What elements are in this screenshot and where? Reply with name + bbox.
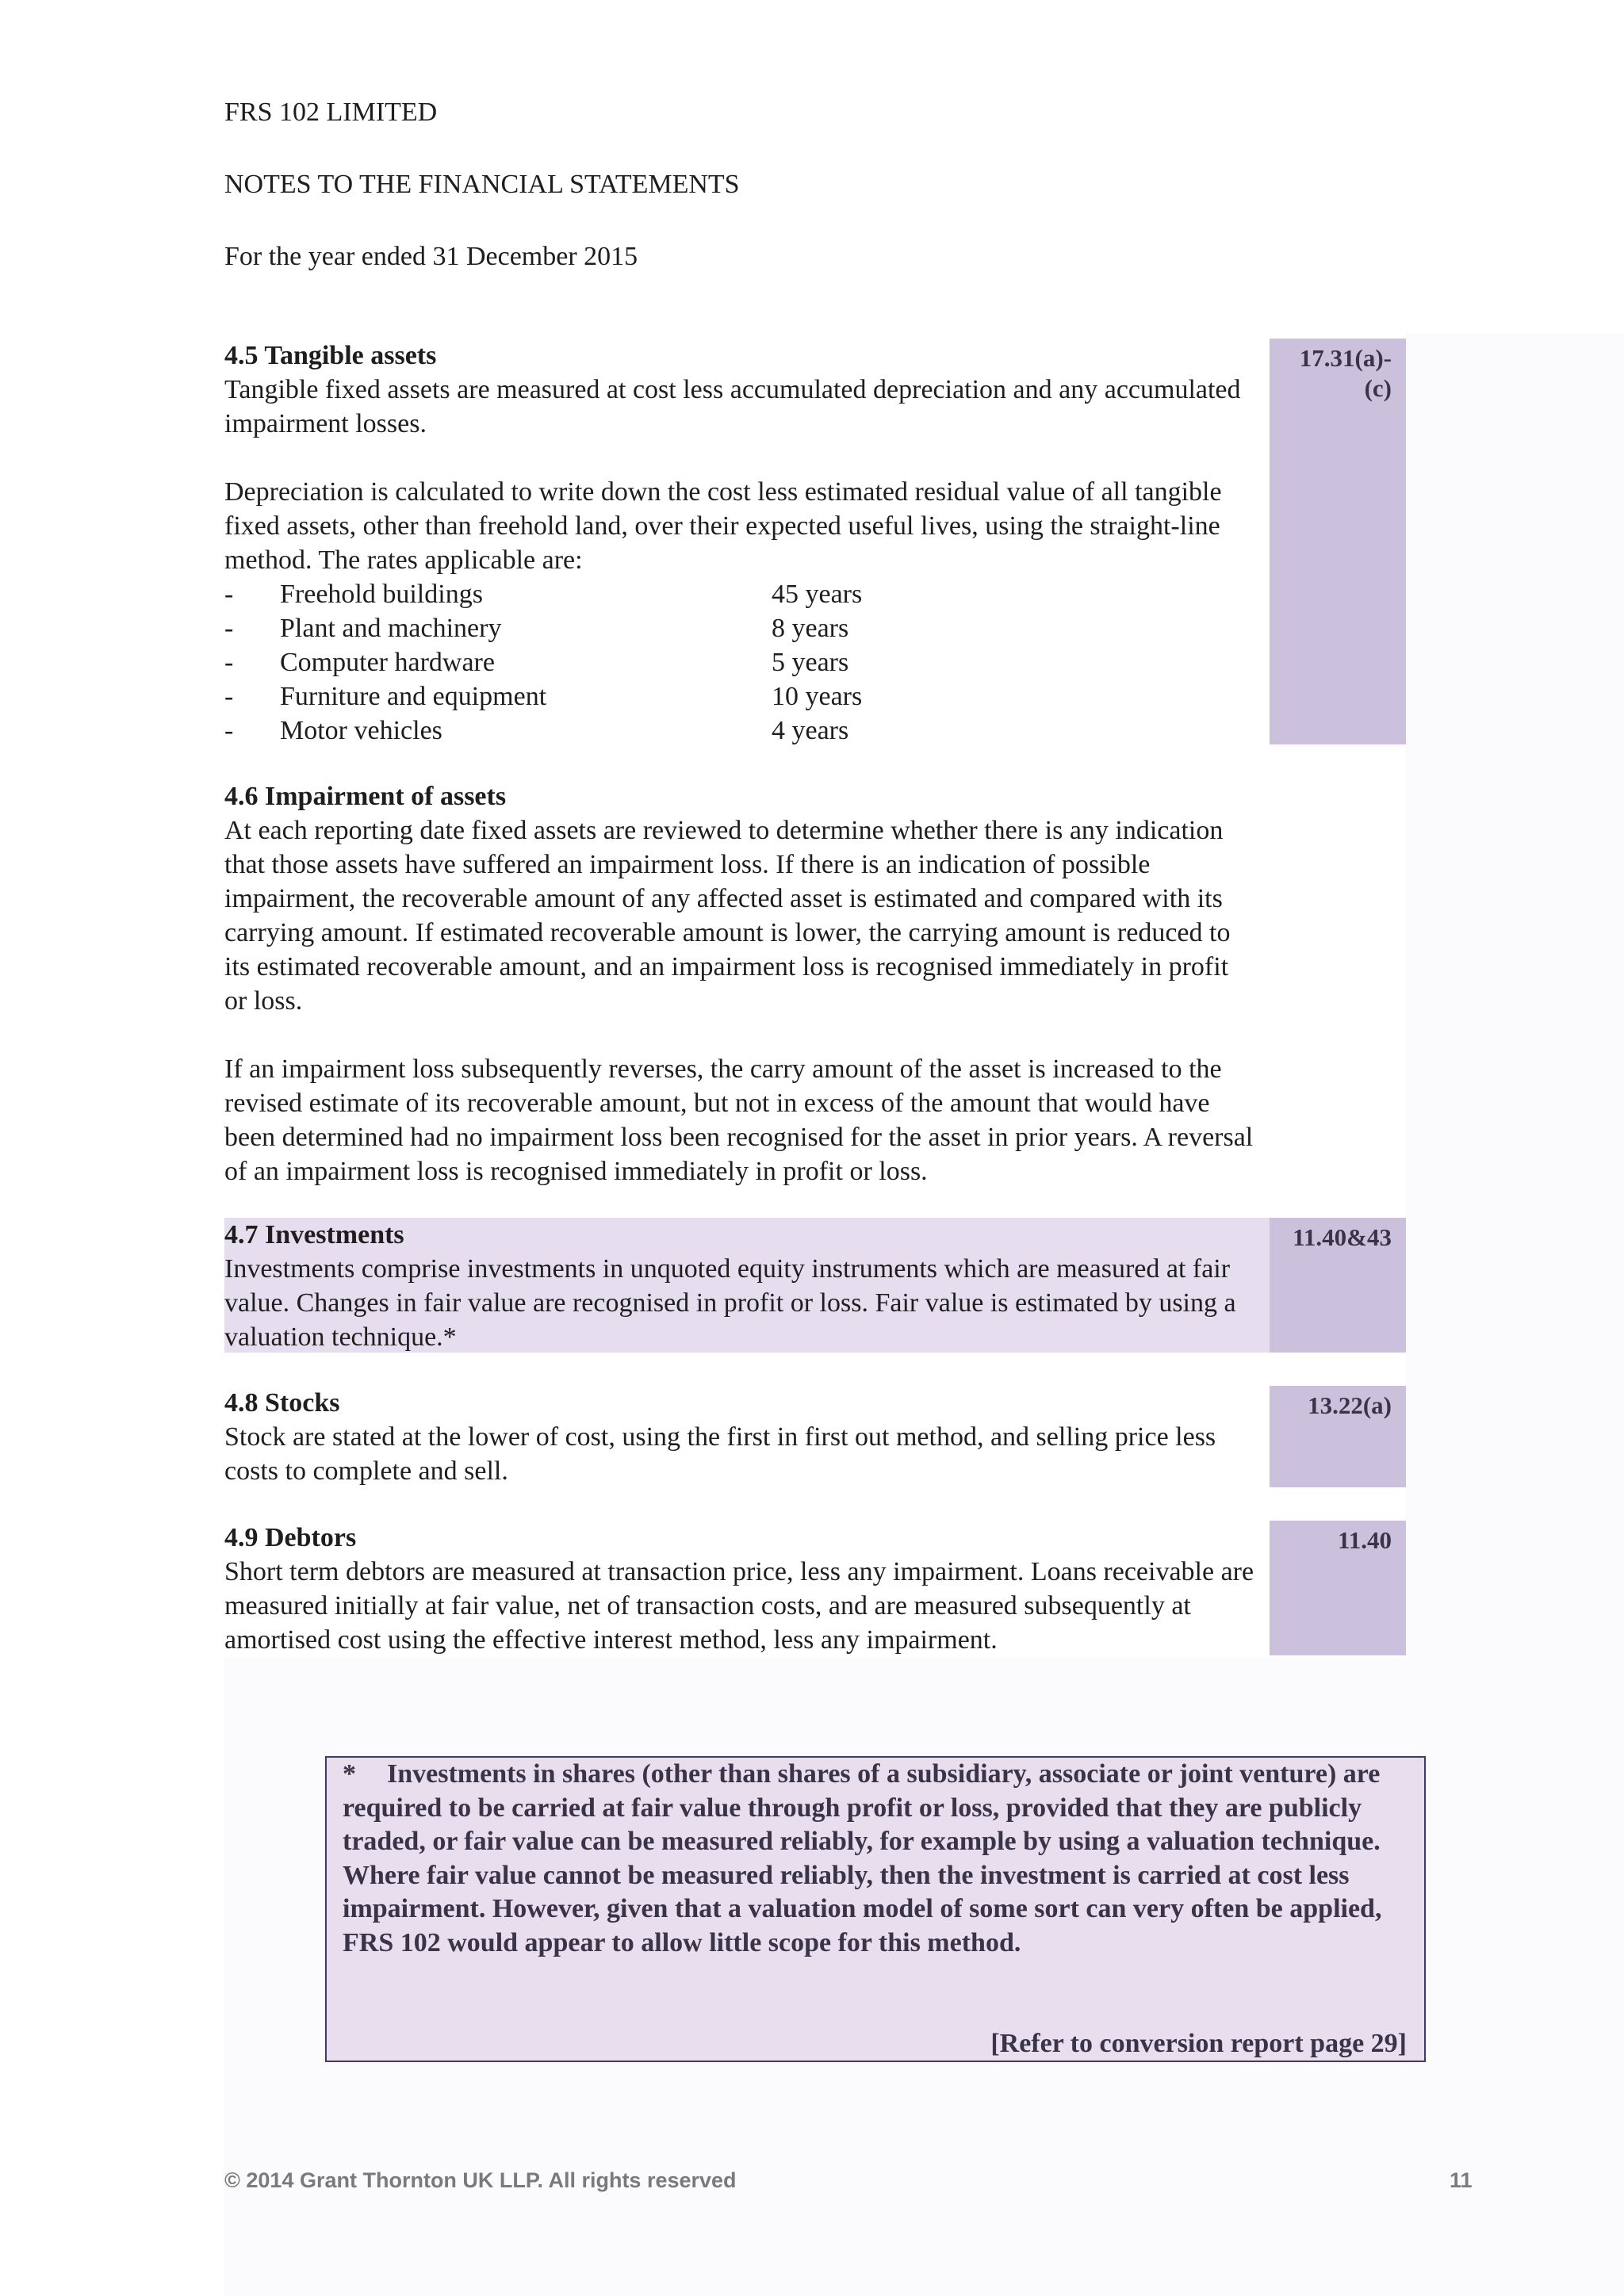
section-debtors (224, 1521, 1255, 1657)
section-tangible-assets (224, 339, 1255, 748)
footnote-text (343, 1758, 1410, 1960)
ref-box-stocks (1270, 1386, 1406, 1487)
useful-life: 5 years (772, 648, 849, 677)
period-line: For the year ended 31 December 2015 (224, 242, 638, 271)
ref-box-debtors (1270, 1521, 1406, 1655)
ref-box-investments (1270, 1218, 1406, 1353)
footer-copyright: © 2014 Grant Thornton UK LLP. All rights reserved (224, 2168, 737, 2192)
paragraph: Stock are stated at the lower of cost, using the first in first out method, and selling price less costs to complete and sell. (224, 1422, 1216, 1486)
list-dash: - (224, 580, 234, 609)
asset-class: Freehold buildings (280, 580, 483, 609)
section-heading: 4.6 Impairment of assets (224, 782, 507, 811)
rate-row (224, 577, 1255, 611)
ref-debtors: 11.40 (1337, 1526, 1392, 1554)
rate-row (224, 645, 1255, 679)
section-heading: 4.7 Investments (224, 1220, 404, 1249)
asset-class: Plant and machinery (280, 614, 502, 643)
paragraph: Investments comprise investments in unquoted equity instruments which are measured at fair value. Changes in fair value are recognised in profit or loss. Fair value is estimated by using a valuation technique.* (224, 1254, 1236, 1352)
section-stocks (224, 1386, 1255, 1488)
document-title: NOTES TO THE FINANCIAL STATEMENTS (224, 170, 740, 199)
asset-class: Motor vehicles (280, 716, 442, 745)
footnote-body: Investments in shares (other than shares of a subsidiary, associate or joint venture) are required to be carried at fair value through profit or loss, provided that they are publicly traded, or fair value can be measured reliably, for example by using a valuation technique. Where fair value cannot be measured reliably, then the investment is carried at cost less impairment. However, given that a valuation model of some sort can very often be applied, FRS 102 would appear to allow little scope for this method. (343, 1759, 1382, 1957)
section-heading: 4.9 Debtors (224, 1523, 357, 1552)
ref-box-tangible (1270, 339, 1406, 744)
rate-row (224, 679, 1255, 714)
paragraph: Short term debtors are measured at transaction price, less any impairment. Loans receivable are measured initially at fair value, net of transaction costs, and are measured subsequently at amortised cost using the effective interest method, less any impairment. (224, 1557, 1254, 1655)
list-dash: - (224, 614, 234, 643)
useful-life: 4 years (772, 716, 849, 745)
rate-row (224, 611, 1255, 645)
paragraph: Tangible fixed assets are measured at cost less accumulated depreciation and any accumulated impairment losses. (224, 375, 1241, 438)
company-name: FRS 102 LIMITED (224, 98, 438, 127)
footnote-reference: [Refer to conversion report page 29] (990, 2029, 1407, 2058)
asset-class: Computer hardware (280, 648, 495, 677)
page-number: 11 (1450, 2168, 1473, 2192)
rate-row (224, 714, 1255, 748)
useful-life: 45 years (772, 580, 863, 609)
footnote-box (325, 1756, 1426, 2062)
section-heading: 4.5 Tangible assets (224, 341, 437, 370)
ref-tangible-line2: (c) (1364, 374, 1392, 402)
footnote-marker: * (343, 1759, 356, 1789)
paragraph: At each reporting date fixed assets are reviewed to determine whether there is any indication that those assets have suffered an impairment loss. If there is an indication of possible impairment, the recoverable amount of any affected asset is estimated and compared with its carrying amount. If estimated recoverable amount is lower, the carrying amount is reduced to its estimated recoverable amount, and an impairment loss is recognised immediately in profit or loss. (224, 816, 1231, 1016)
section-investments (224, 1218, 1255, 1354)
list-dash: - (224, 682, 234, 711)
list-dash: - (224, 648, 234, 677)
paragraph: Depreciation is calculated to write down the cost less estimated residual value of all tangible fixed assets, other than freehold land, over their expected useful lives, using the straight-line method. The rates applicable are: (224, 477, 1222, 575)
asset-class: Furniture and equipment (280, 682, 547, 711)
depreciation-rates-list (224, 577, 1255, 748)
ref-tangible-line1: 17.31(a)- (1299, 344, 1392, 372)
useful-life: 8 years (772, 614, 849, 643)
ref-stocks: 13.22(a) (1308, 1391, 1392, 1419)
useful-life: 10 years (772, 682, 863, 711)
page-shade-right (1406, 333, 1624, 2296)
section-heading: 4.8 Stocks (224, 1388, 340, 1418)
section-impairment (224, 779, 1255, 1188)
ref-investments: 11.40&43 (1293, 1223, 1392, 1251)
list-dash: - (224, 716, 234, 745)
paragraph: If an impairment loss subsequently reverses, the carry amount of the asset is increased to the revised estimate of its recoverable amount, but not in excess of the amount that would have been determined had no impairment loss been recognised for the asset in prior years. A reversal of an impairment loss is recognised immediately in profit or loss. (224, 1054, 1254, 1186)
